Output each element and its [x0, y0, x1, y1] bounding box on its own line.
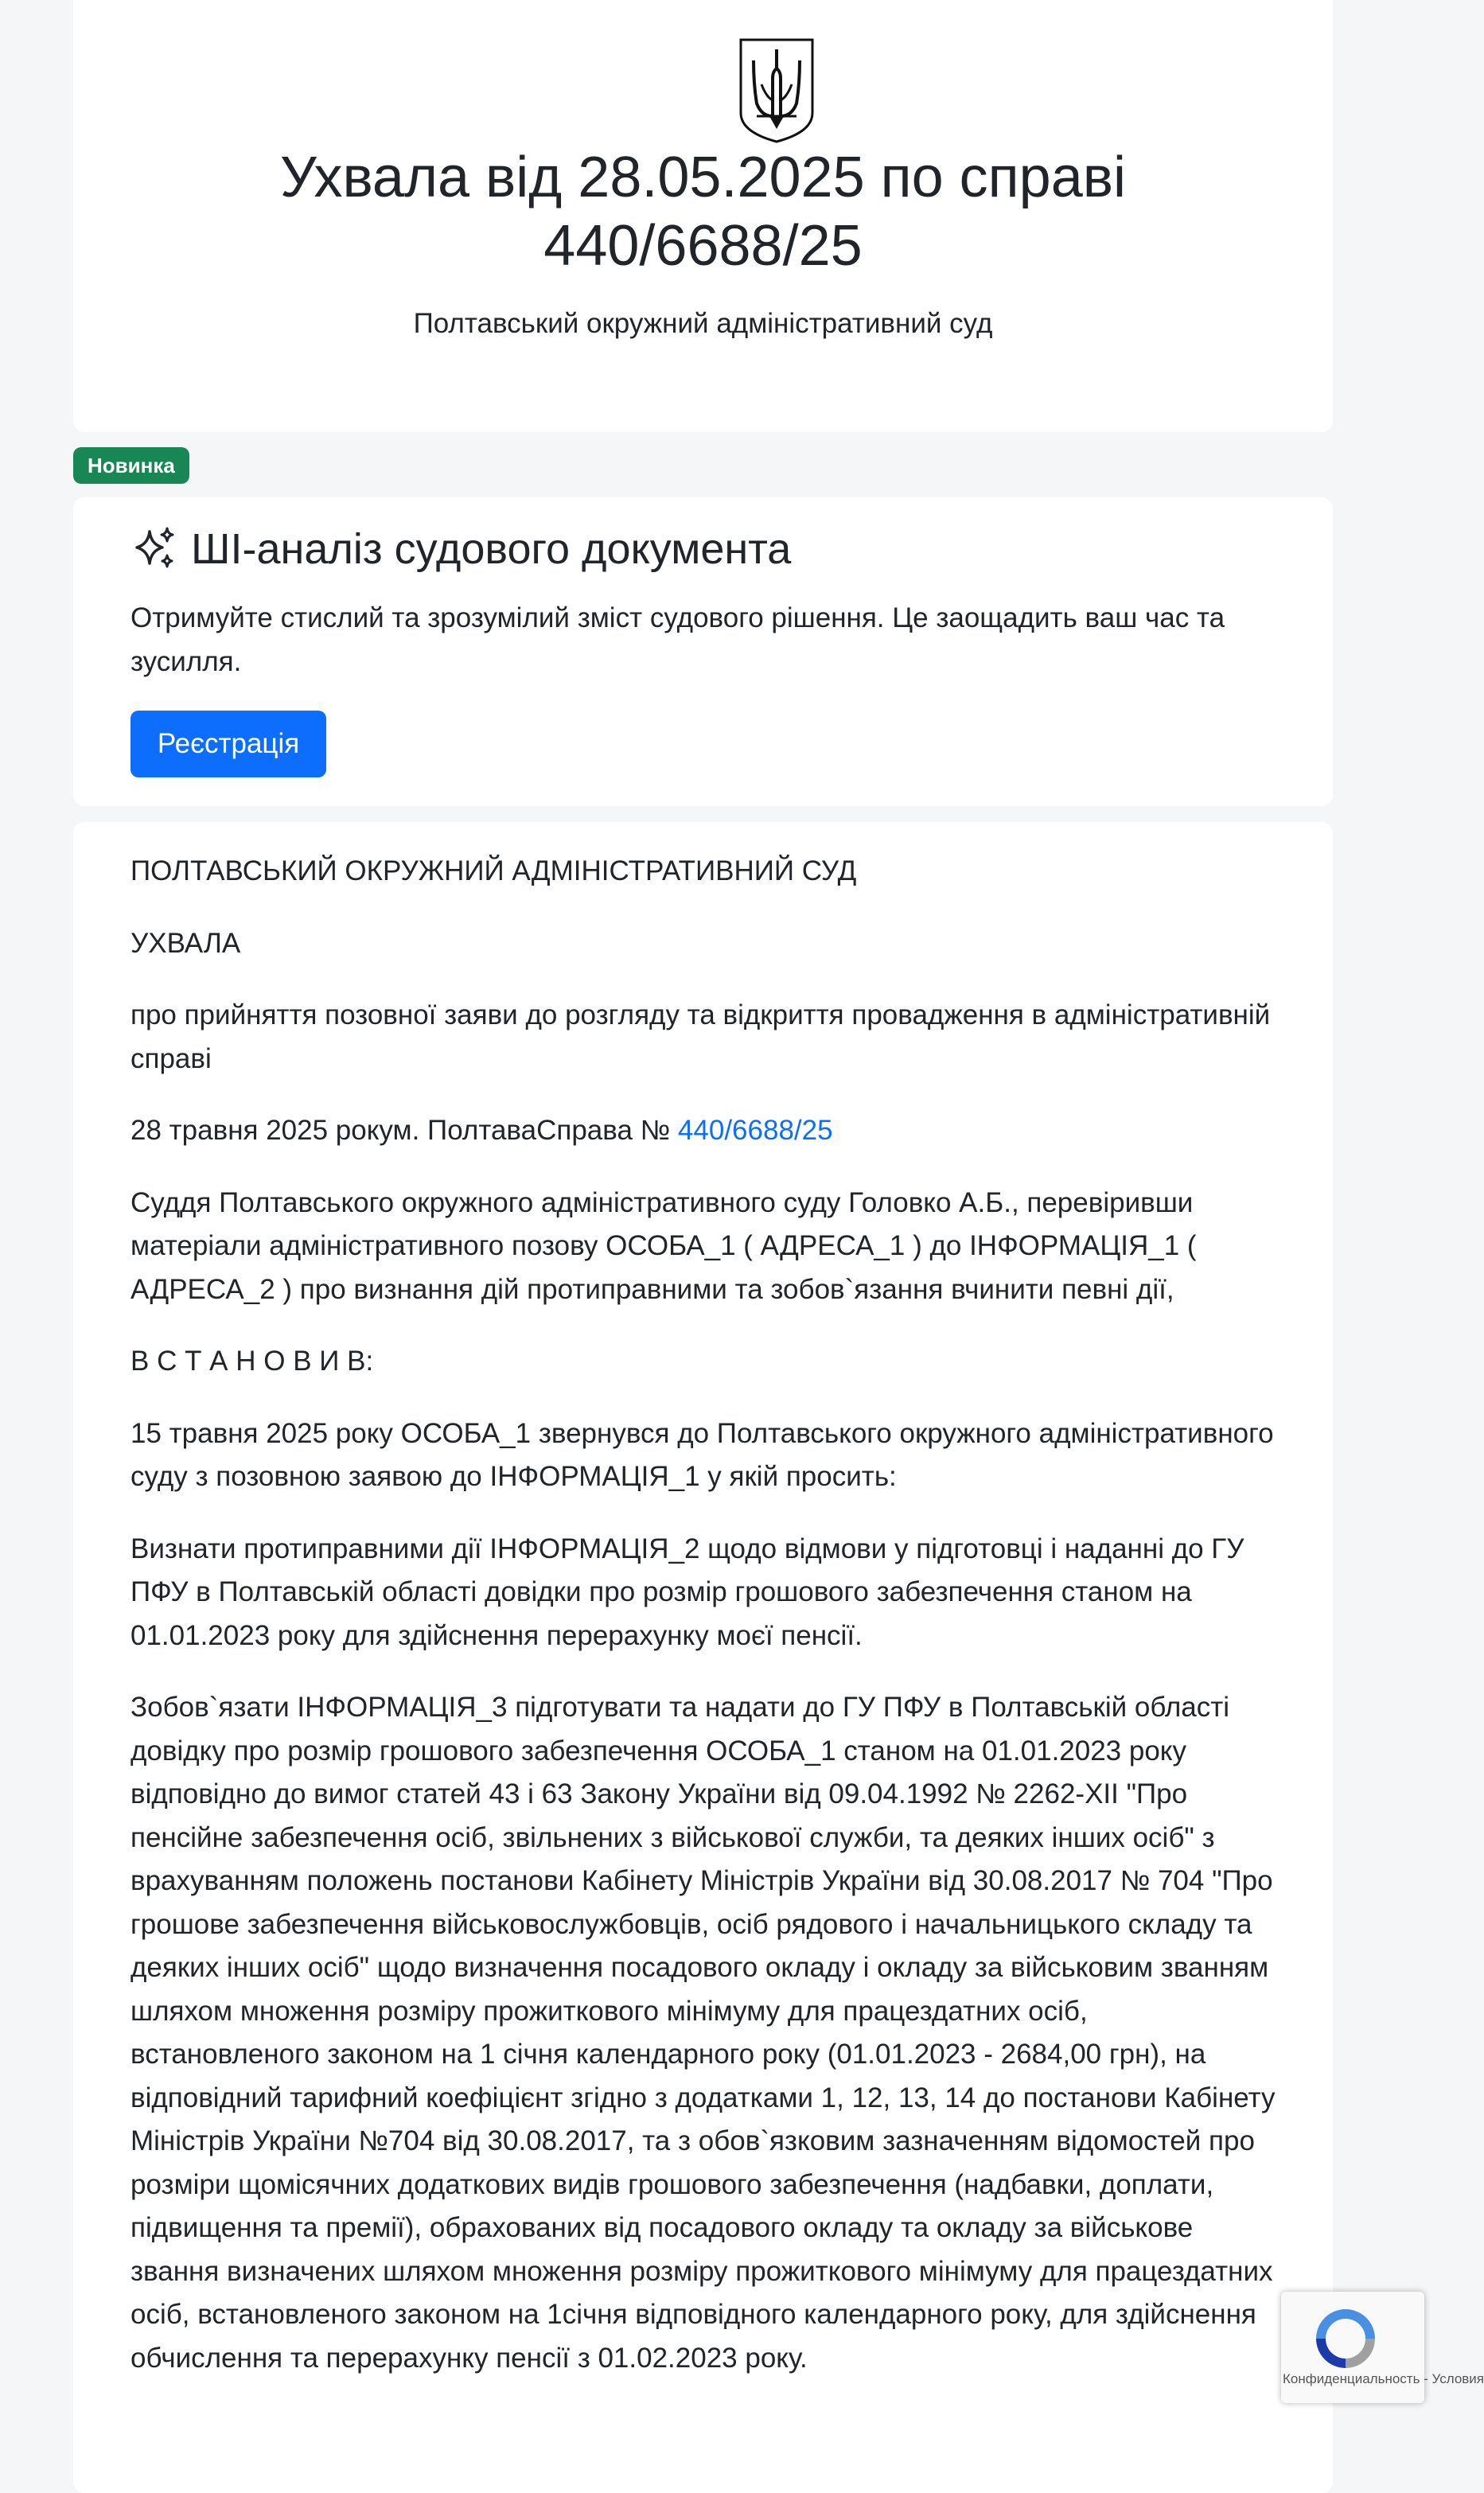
header-card	[73, 0, 1333, 432]
ai-card-title: ШІ-аналіз судового документа	[191, 525, 792, 573]
document-body	[130, 850, 1283, 2409]
ai-analysis-card	[73, 497, 1333, 806]
doc-date-text: 28 травня 2025 рокум. ПолтаваСправа №	[130, 1115, 678, 1146]
document-card	[73, 822, 1333, 2493]
page-title: Ухвала від 28.05.2025 по справі 440/6688/25	[279, 146, 1127, 278]
doc-paragraph-3: Зобов`язати ІНФОРМАЦІЯ_3 підготувати та надати до ГУ ПФУ в Полтавській області довідку про розмір грошового забезпечення ОСОБА_1 станом на 01.01.2023 року відповідно до вимог статей 43 і 63 Закону України від 09.04.1992 № 2262-XII "Про пенсійне забезпечення осіб, звільнених з військової служби, та деяких інших осіб" з врахуванням положень постанови Кабінету Міністрів України від 30.08.2017 № 704 "Про грошове забезпечення військовослужбовців, осіб рядового і начальницького складу та деяких інших осіб" щодо визначення посадового окладу і окладу за військовим званням шляхом множення розміру прожиткового мінімуму для працездатних осіб, встановленого законом на 1 січня календарного року (01.01.2023 - 2684,00 грн), на відповідний тарифний коефіцієнт згідно з додатками 1, 12, 13, 14 до постанови Кабінету Міністрів України №704 від 30.08.2017, та з обов`язковим зазначенням відомостей про розміри щомісячних додаткових видів грошового забезпечення (надбавки, доплати, підвищення та премії), обрахованих від посадового окладу та окладу за військове звання визначених шляхом множення розміру прожиткового мінімуму для працездатних осіб, встановленого законом на 1січня відповідного календарного року, для здійснення обчислення та перерахунку пенсії з 01.02.2023 року.	[130, 1692, 1276, 2374]
ai-card-heading	[130, 521, 791, 577]
new-badge: Новинка	[73, 447, 189, 484]
ai-card-description: Отримуйте стислий та зрозумілий зміст судового рішення. Це заощадить ваш час та зусилля.	[130, 602, 1225, 677]
recaptcha-badge[interactable]	[1281, 2292, 1484, 2403]
doc-court-heading: ПОЛТАВСЬКИЙ ОКРУЖНИЙ АДМІНІСТРАТИВНИЙ СУД	[130, 855, 857, 886]
doc-paragraph-2: Визнати протиправними дії ІНФОРМАЦІЯ_2 щодо відмови у підготовці і наданні до ГУ ПФУ в Полтавській області довідки про розмір грошового забезпечення станом на 01.01.2023 року для здійснення перерахунку моєї пенсії.	[130, 1533, 1244, 1651]
doc-established: В С Т А Н О В И В:	[130, 1346, 374, 1377]
trident-coat-of-arms-icon	[738, 37, 816, 145]
register-button[interactable]: Реєстрація	[130, 711, 326, 777]
case-number-link[interactable]: 440/6688/25	[677, 1115, 833, 1146]
doc-paragraph-1: 15 травня 2025 року ОСОБА_1 звернувся до Полтавського окружного адміністративного суду з позовною заявою до ІНФОРМАЦІЯ_1 у якій просить:	[130, 1417, 1274, 1492]
doc-subject: про прийняття позовної заяви до розгляду та відкриття провадження в адміністративній справі	[130, 999, 1271, 1074]
doc-intro: Суддя Полтавського окружного адміністративного суду Головко А.Б., перевіривши матеріали адміністративного позову ОСОБА_1 ( АДРЕСА_1 ) до ІНФОРМАЦІЯ_1 ( АДРЕСА_2 ) про визнання дій протиправними та зобов`язання вчинити певні дії,	[130, 1186, 1197, 1305]
recaptcha-icon	[1310, 2303, 1381, 2374]
court-name: Полтавський окружний адміністративний суд	[413, 308, 993, 339]
sparkles-icon	[130, 525, 178, 573]
recaptcha-terms-text[interactable]: Конфиденциальность - Условия	[1283, 2371, 1484, 2386]
doc-type: УХВАЛА	[130, 927, 241, 959]
doc-date-place	[130, 1109, 1283, 1153]
